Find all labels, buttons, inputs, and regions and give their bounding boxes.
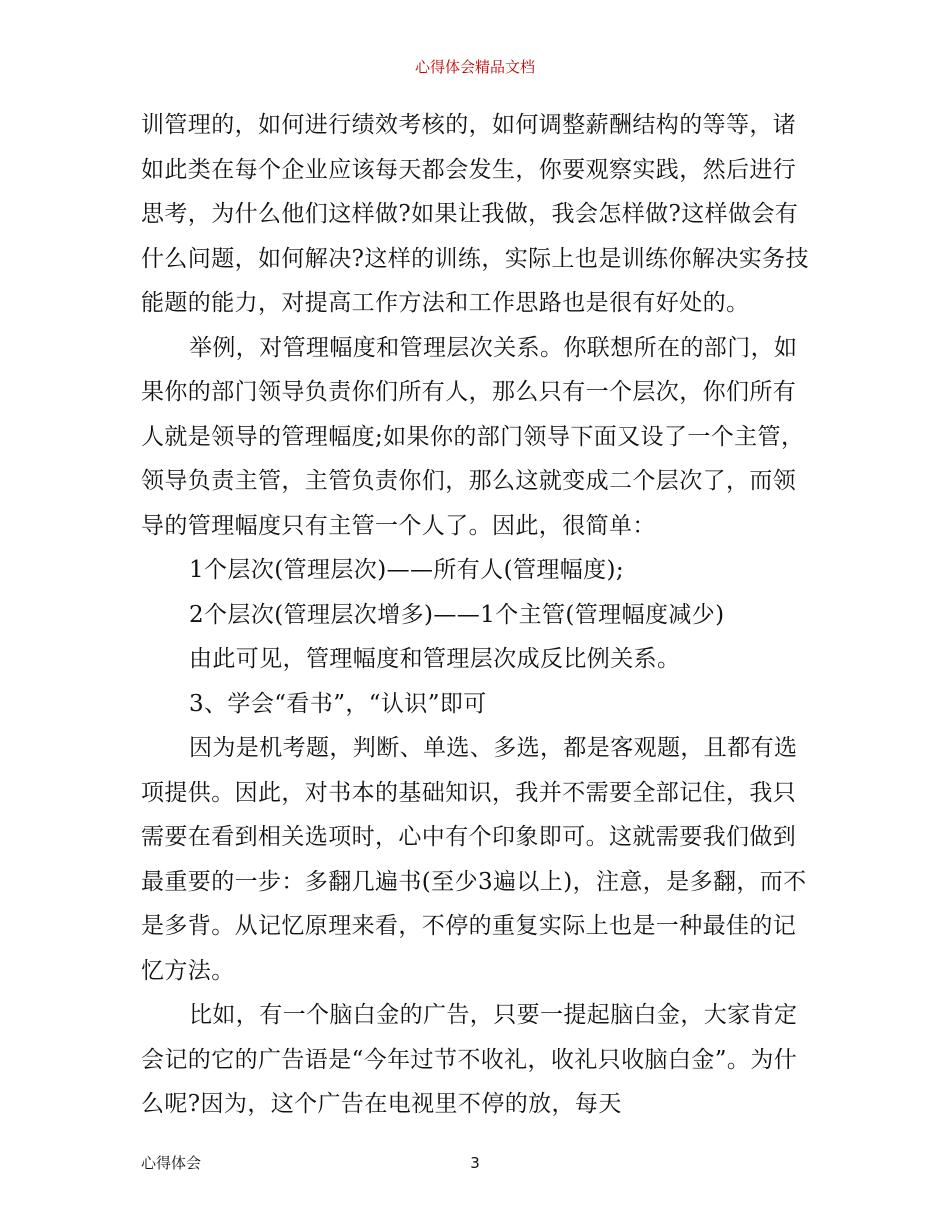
- paragraph-2: 举例，对管理幅度和管理层次关系。你联想所在的部门，如果你的部门领导负责你们所有人，那么只有一个层次，你们所有人就是领导的管理幅度;如果你的部门领导下面又设了一个主管，领导负责主管，主管负责你们，那么这就变成二个层次了，而领导的管理幅度只有主管一个人了。因此，很简单：: [141, 334, 805, 539]
- paragraph-7: 因为是机考题，判断、单选、多选，都是客观题，且都有选项提供。因此，对书本的基础知识，我并不需要全部记住，我只需要在看到相关选项时，心中有个印象即可。这就需要我们做到最重要的一步：多翻几遍书(至少3遍以上)，注意，是多翻，而不是多背。从记忆原理来看，不停的重复实际上也是一种最佳的记忆方法。: [141, 735, 807, 984]
- page-header: 心得体会精品文档: [414, 58, 535, 76]
- paragraph-3: 1个层次(管理层次)——所有人(管理幅度);: [189, 557, 625, 583]
- paragraph-8: 比如，有一个脑白金的广告，只要一提起脑白金，大家肯定会记的它的广告语是“今年过节不收礼，收礼只收脑白金”。为什么呢?因为，这个广告在电视里不停的放，每天: [141, 1002, 798, 1117]
- paragraph-1: 训管理的，如何进行绩效考核的，如何调整薪酬结构的等等，诸如此类在每个企业应该每天都会发生，你要观察实践，然后进行思考，为什么他们这样做?如果让我做，我会怎样做?这样做会有什么问题，如何解决?这样的训练，实际上也是训练你解决实务技能题的能力，对提高工作方法和工作思路也是很有好处的。: [141, 112, 809, 316]
- footer-label: 心得体会: [141, 1154, 202, 1172]
- page-number: 3: [470, 1154, 480, 1172]
- paragraph-5: 由此可见，管理幅度和管理层次成反比例关系。: [189, 646, 681, 672]
- section-heading: 3、学会“看书”，“认识”即可: [189, 690, 487, 717]
- paragraph-4: 2个层次(管理层次增多)——1个主管(管理幅度减少): [189, 601, 725, 628]
- document-body: [141, 103, 813, 1127]
